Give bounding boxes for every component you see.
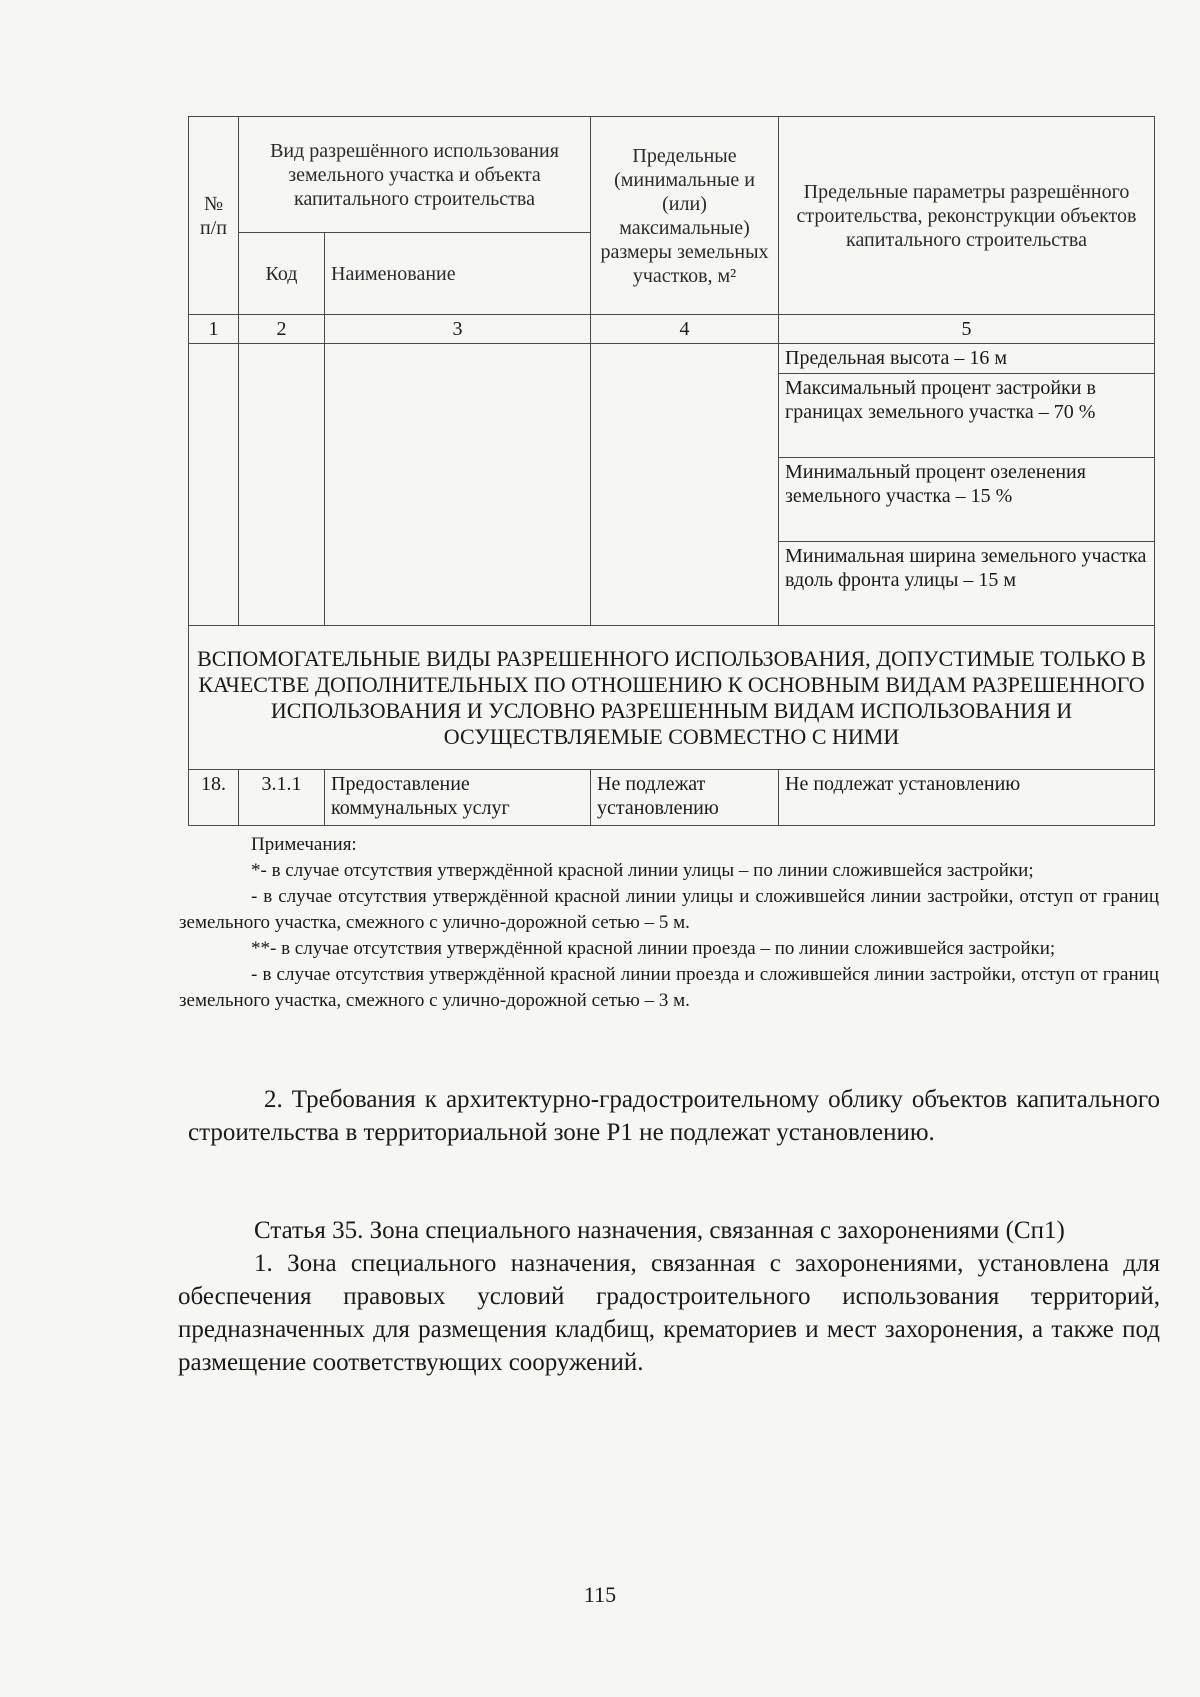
row-construction-params: Не подлежат установлению [779,770,1155,826]
page-number: 115 [583,1582,617,1607]
note-1: *- в случае отсутствия утверждённой красной линии улицы – по линии сложившейся застройки; [251,860,1034,881]
header-code: Код [239,233,325,315]
column-number-2: 2 [239,315,325,344]
param-max-height: Предельная высота – 16 м [779,344,1155,374]
param-max-build-percent: Максимальный процент застройки в границах земельного участка – 70 % [779,374,1155,458]
row-number: 18. [189,770,239,826]
notes-section [179,832,1159,1014]
empty-cell [189,344,239,626]
article-section [178,1214,1160,1379]
column-number-5: 5 [779,315,1155,344]
note-3: **- в случае отсутствия утверждённой красной линии проезда – по линии сложившейся застройки; [251,938,1056,959]
note-4: - в случае отсутствия утверждённой красной линии проезда и сложившейся линии застройки, отступ от границ земельного участка, смежного с улично-дорожной сетью – 3 м. [179,964,1159,1011]
empty-cell [591,344,779,626]
param-min-green-percent: Минимальный процент озеленения земельного участка – 15 % [779,458,1155,542]
regulations-table [188,116,1155,826]
empty-cell [325,344,591,626]
article-heading: Статья 35. Зона специального назначения, связанная с захоронениями (Сп1) [254,1217,1065,1244]
param-min-frontage: Минимальная ширина земельного участка вдоль фронта улицы – 15 м [779,542,1155,626]
note-2: - в случае отсутствия утверждённой красной линии улицы и сложившейся линии застройки, отступ от границ земельного участка, смежного с улично-дорожной сетью – 5 м. [179,886,1159,933]
article-paragraph-1: 1. Зона специального назначения, связанная с захоронениями, установлена для обеспечения правовых условий градостроительного использования территорий, предназначенных для размещения кладбищ, крематориев и мест захоронения, а также под размещение соответствующих сооружений. [178,1250,1160,1376]
requirement-section [188,1083,1160,1149]
row-code: 3.1.1 [239,770,325,826]
column-number-4: 4 [591,315,779,344]
header-name: Наименование [325,233,591,315]
row-plot-sizes: Не подлежат установлению [591,770,779,826]
table-row [189,770,1155,826]
notes-title: Примечания: [251,834,357,855]
column-number-3: 3 [325,315,591,344]
header-plot-sizes: Предельные (минимальные и (или) максимальные) размеры земельных участков, м² [591,117,779,315]
header-construction-params: Предельные параметры разрешённого строительства, реконструкции объектов капитального строительства [779,117,1155,315]
empty-cell [239,344,325,626]
auxiliary-uses-banner: ВСПОМОГАТЕЛЬНЫЕ ВИДЫ РАЗРЕШЕННОГО ИСПОЛЬЗОВАНИЯ, ДОПУСТИМЫЕ ТОЛЬКО В КАЧЕСТВЕ ДОПОЛНИТЕЛЬНЫХ ПО ОТНОШЕНИЮ К ОСНОВНЫМ ВИДАМ РАЗРЕШЕННОГО ИСПОЛЬЗОВАНИЯ И УСЛОВНО РАЗРЕШЕННЫМ ВИДАМ ИСПОЛЬЗОВАНИЯ И ОСУЩЕСТВЛЯЕМЫЕ СОВМЕСТНО С НИМИ [189,626,1155,770]
requirement-paragraph: 2. Требования к архитектурно-градостроительному облику объектов капитального строительства в территориальной зоне Р1 не подлежат установлению. [188,1086,1160,1146]
column-number-1: 1 [189,315,239,344]
header-use-type: Вид разрешённого использования земельного участка и объекта капитального строительства [239,117,591,233]
header-number: № п/п [189,117,239,315]
row-name: Предоставление коммунальных услуг [325,770,591,826]
